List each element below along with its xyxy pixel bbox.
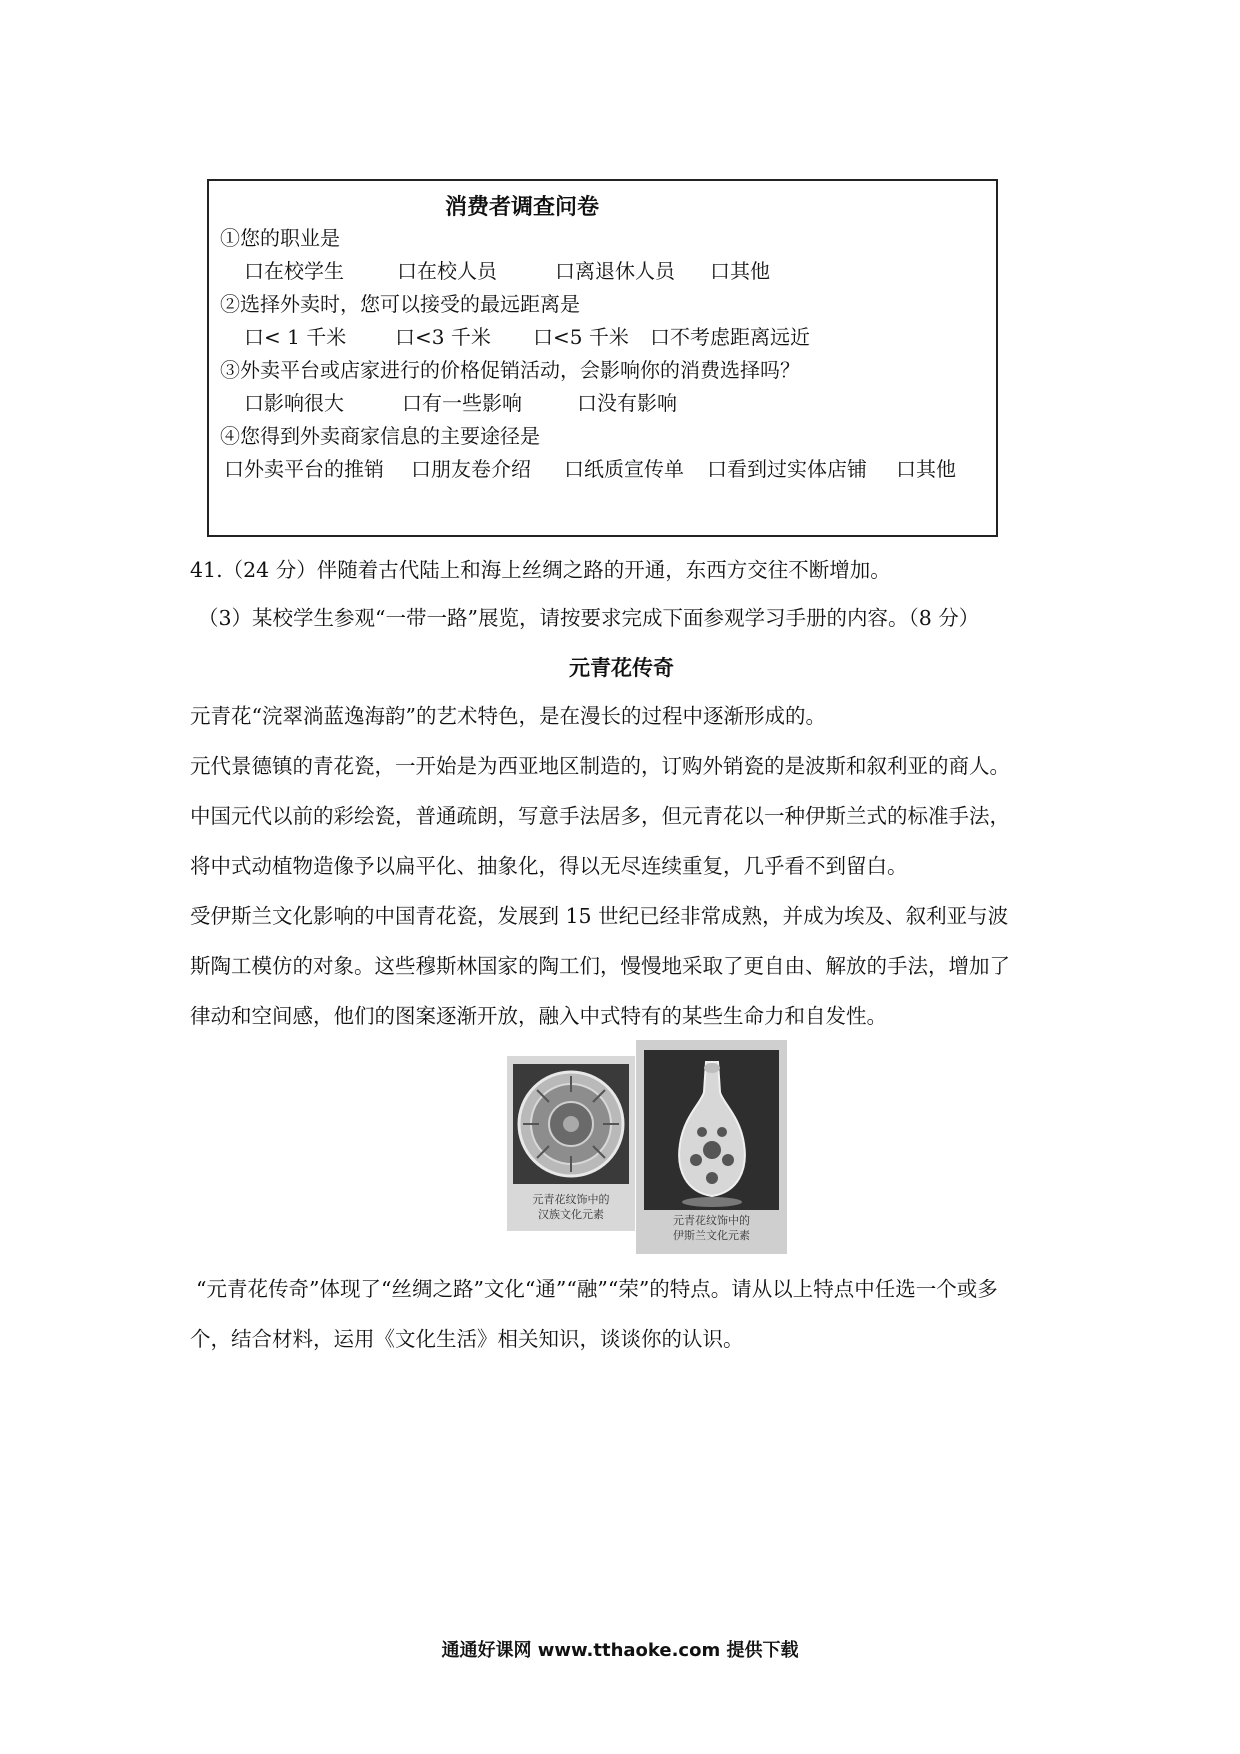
survey-title: 消费者调查问卷 bbox=[445, 195, 600, 220]
prompt-line: “元青花传奇”体现了“丝绸之路”文化“通”“融”“荣”的特点。请从以上特点中任选一个或多 bbox=[196, 1277, 998, 1301]
article-line: 斯陶工模仿的对象。这些穆斯林国家的陶工们，慢慢地采取了更自由、解放的手法，增加了 bbox=[190, 954, 1010, 978]
survey-question-4: ④您得到外卖商家信息的主要途径是 bbox=[220, 424, 540, 448]
survey-option: 口看到过实体店铺 bbox=[707, 457, 867, 481]
survey-option: 口有一些影响 bbox=[402, 391, 522, 415]
article-title: 元青花传奇 bbox=[569, 656, 674, 680]
image-caption bbox=[636, 1214, 787, 1244]
image-caption bbox=[507, 1193, 635, 1223]
porcelain-plate-image bbox=[507, 1056, 635, 1231]
survey-option: 口朋友卷介绍 bbox=[411, 457, 531, 481]
prompt-line: 个，结合材料，运用《文化生活》相关知识，谈谈你的认识。 bbox=[190, 1327, 744, 1351]
caption-line: 元青花纹饰中的 bbox=[532, 1193, 610, 1206]
porcelain-vase-image bbox=[636, 1040, 787, 1254]
survey-option: 口外卖平台的推销 bbox=[224, 457, 384, 481]
survey-question-1: ①您的职业是 bbox=[220, 226, 340, 250]
survey-option: 口影响很大 bbox=[244, 391, 344, 415]
survey-option: 口<3 千米 bbox=[395, 325, 491, 349]
article-line: 律动和空间感，他们的图案逐渐开放，融入中式特有的某些生命力和自发性。 bbox=[190, 1004, 887, 1028]
survey-option: 口在校学生 bbox=[244, 259, 344, 283]
survey-option: 口纸质宣传单 bbox=[564, 457, 684, 481]
page-footer: 通通好课网 www.tthaoke.com 提供下载 bbox=[441, 1640, 799, 1661]
caption-line: 伊斯兰文化元素 bbox=[673, 1228, 750, 1242]
caption-line: 元青花纹饰中的 bbox=[673, 1214, 750, 1227]
survey-option: 口< 1 千米 bbox=[244, 325, 347, 349]
question-sub: （3）某校学生参观“一带一路”展览，请按要求完成下面参观学习手册的内容。（8 分） bbox=[198, 606, 980, 630]
article-line: 元青花“浣翠淌蓝逸海韵”的艺术特色，是在漫长的过程中逐渐形成的。 bbox=[190, 704, 826, 728]
survey-option: 口其他 bbox=[710, 259, 770, 283]
article-line: 中国元代以前的彩绘瓷，普通疏朗，写意手法居多，但元青花以一种伊斯兰式的标准手法， bbox=[190, 804, 1010, 828]
question-header: 41.（24 分）伴随着古代陆上和海上丝绸之路的开通，东西方交往不断增加。 bbox=[190, 558, 891, 582]
survey-option: 口不考虑距离远近 bbox=[650, 325, 810, 349]
survey-question-3: ③外卖平台或店家进行的价格促销活动，会影响你的消费选择吗？ bbox=[220, 358, 800, 382]
survey-option: 口其他 bbox=[896, 457, 956, 481]
article-line: 将中式动植物造像予以扁平化、抽象化，得以无尽连续重复，几乎看不到留白。 bbox=[190, 854, 908, 878]
survey-option: 口离退休人员 bbox=[555, 259, 675, 283]
caption-line: 汉族文化元素 bbox=[538, 1207, 604, 1221]
article-line: 受伊斯兰文化影响的中国青花瓷，发展到 15 世纪已经非常成熟，并成为埃及、叙利亚与波 bbox=[190, 904, 1009, 928]
article-line: 元代景德镇的青花瓷，一开始是为西亚地区制造的，订购外销瓷的是波斯和叙利亚的商人。 bbox=[190, 754, 1010, 778]
survey-option: 口在校人员 bbox=[397, 259, 497, 283]
survey-option: 口没有影响 bbox=[577, 391, 677, 415]
survey-question-2: ②选择外卖时，您可以接受的最远距离是 bbox=[220, 292, 580, 316]
survey-option: 口<5 千米 bbox=[533, 325, 629, 349]
